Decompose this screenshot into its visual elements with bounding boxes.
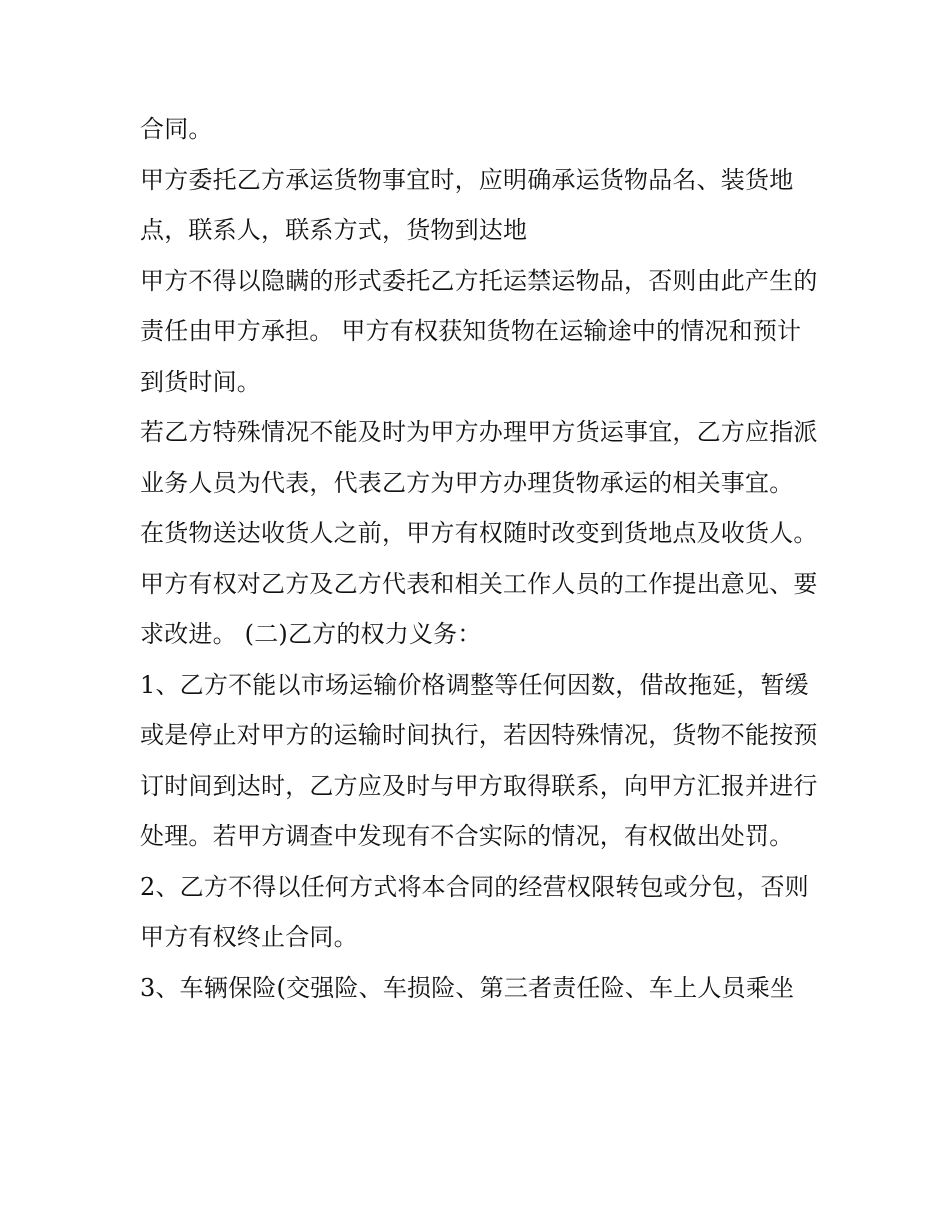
paragraph-prohibited-goods: 甲方不得以隐瞒的形式委托乙方托运禁运物品，否则由此产生的责任由甲方承担。 甲方有权获知货物在运输途中的情况和预计到货时间。 [140, 266, 818, 396]
paragraph-party-a-entrust: 甲方委托乙方承运货物事宜时，应明确承运货物品名、装货地点，联系人，联系方式，货物到达地 [140, 165, 794, 244]
document-body [140, 104, 820, 1013]
paragraph-clause-1: 1、乙方不能以市场运输价格调整等任何因数，借故拖延，暂缓或是停止对甲方的运输时间执行，若因特殊情况，货物不能按预订时间到达时，乙方应及时与甲方取得联系，向甲方汇报并进行处理。若甲方调查中发现有不合实际的情况，有权做出处罚。 [140, 670, 818, 850]
paragraph-party-b-representative: 若乙方特殊情况不能及时为甲方办理甲方货运事宜，乙方应指派业务人员为代表，代表乙方为甲方办理货物承运的相关事宜。 [140, 418, 818, 497]
paragraph-contract-end: 合同。 [140, 115, 213, 143]
paragraph-clause-2: 2、乙方不得以任何方式将本合同的经营权限转包或分包，否则甲方有权终止合同。 [140, 872, 809, 951]
paragraph-change-destination: 在货物送达收货人之前，甲方有权随时改变到货地点及收货人。甲方有权对乙方及乙方代表和相关工作人员的工作提出意见、要求改进。 (二)乙方的权力义务： [140, 519, 818, 648]
paragraph-clause-3: 3、车辆保险(交强险、车损险、第三者责任险、车上人员乘坐 [140, 973, 795, 1002]
